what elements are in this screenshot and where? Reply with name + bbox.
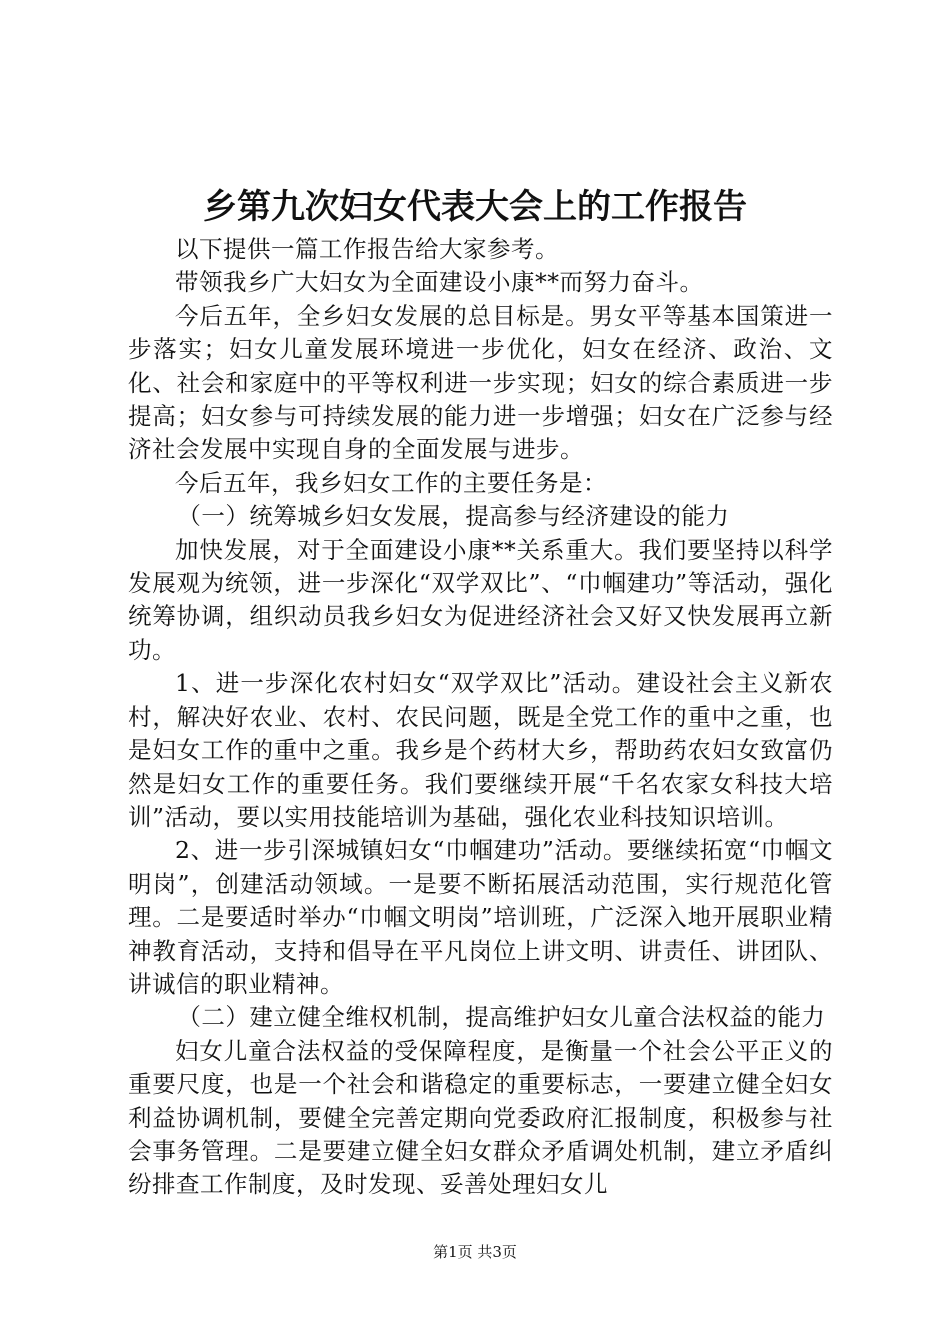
paragraph-tasks-intro: 今后五年，我乡妇女工作的主要任务是：: [175, 468, 607, 497]
paragraph-rights: 妇女儿童合法权益的受保障程度，是衡量一个社会公平正义的重要尺度，也是一个社会和谐稳定的重要标志，一要建立健全妇女利益协调机制，要健全完善定期向党委政府汇报制度，积极参与社会事务管理。二是要建立健全妇女群众矛盾调处机制，建立矛盾纠纷排查工作制度，及时发现、妥善处理妇女儿: [128, 1036, 833, 1199]
section-heading-1: （一）统筹城乡妇女发展，提高参与经济建设的能力: [177, 502, 730, 531]
document-body: [128, 233, 833, 1202]
paragraph-item-2: 2、进一步引深城镇妇女“巾帼建功”活动。要继续拓宽“巾帼文明岗”，创建活动领域。一是要不断拓展活动范围，实行规范化管理。二是要适时举办“巾帼文明岗”培训班，广泛深入地开展职业精神教育活动，支持和倡导在平凡岗位上讲文明、讲责任、讲团队、讲诚信的职业精神。: [128, 836, 833, 998]
paragraph-item-1: 1、进一步深化农村妇女“双学双比”活动。建设社会主义新农村，解决好农业、农村、农民问题，既是全党工作的重中之重，也是妇女工作的重中之重。我乡是个药材大乡，帮助药农妇女致富仍然是妇女工作的重要任务。我们要继续开展“千名农家女科技大培训”活动，要以实用技能培训为基础，强化农业科技知识培训。: [128, 669, 833, 831]
paragraph-development: 加快发展，对于全面建设小康**关系重大。我们要坚持以科学发展观为统领，进一步深化“双学双比”、“巾帼建功”等活动，强化统筹协调，组织动员我乡妇女为促进经济社会又好又快发展再立新功。: [128, 535, 833, 664]
paragraph-goal: 今后五年，全乡妇女发展的总目标是。男女平等基本国策进一步落实；妇女儿童发展环境进一步优化，妇女在经济、政治、文化、社会和家庭中的平等权利进一步实现；妇女的综合素质进一步提高；妇女参与可持续发展的能力进一步增强；妇女在广泛参与经济社会发展中实现自身的全面发展与进步。: [128, 301, 833, 464]
paragraph-intro: 以下提供一篇工作报告给大家参考。: [175, 235, 559, 263]
page-title: 乡第九次妇女代表大会上的工作报告: [203, 187, 747, 227]
section-heading-2: （二）建立健全维权机制，提高维护妇女儿童合法权益的能力: [177, 1003, 826, 1032]
page-footer: 第1页 共3页: [433, 1243, 517, 1261]
paragraph-lead: 带领我乡广大妇女为全面建设小康**而努力奋斗。: [175, 268, 704, 297]
